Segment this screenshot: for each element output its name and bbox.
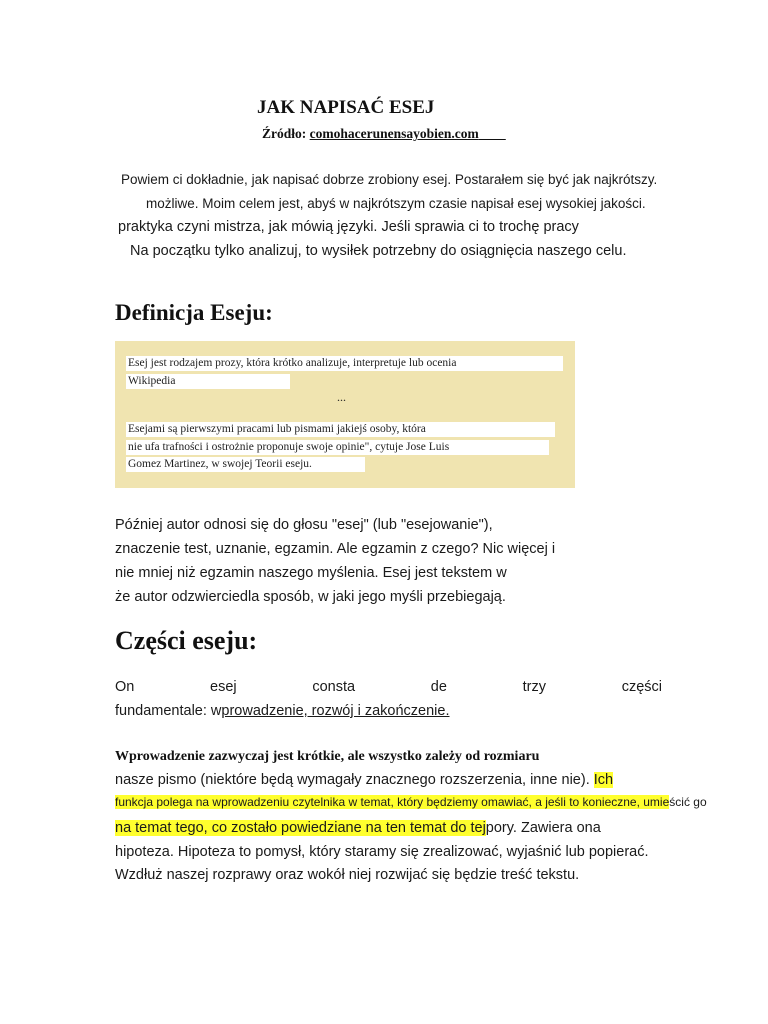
body-line: nie mniej niż egzamin naszego myślenia. Esej jest tekstem w [115,565,507,581]
word: części [621,679,662,695]
intro-line-1: Powiem ci dokładnie, jak napisać dobrze zrobiony esej. Postarałem się być jak najkrótszy. [121,172,658,187]
source-label: Źródło: [262,126,307,141]
word: esej [210,679,237,695]
word: consta [312,679,356,695]
definition-quote-box [115,341,575,488]
highlighted-text: na temat tego, co zostało powiedziane na ten temat do tej [115,820,486,836]
body-line-small: funkcja polega na wprowadzeniu czytelnika w temat, który będziemy omawiać, a jeśli to konieczne, umieścić go [115,795,707,809]
quote-line: nie ufa trafności i ostrożnie proponuje swoje opinie", cytuje Jose Luis [126,440,549,455]
source-line [262,126,506,142]
intro-line-4: Na początku tylko analizuj, to wysiłek potrzebny do osiągnięcia naszego celu. [130,243,627,259]
word: On [115,679,135,695]
intro-bold-line: Wprowadzenie zazwyczaj jest krótkie, ale wszystko zależy od rozmiaru [115,749,540,764]
body-line: znaczenie test, uznanie, egzamin. Ale egzamin z czego? Nic więcej i [115,541,556,557]
body-line: hipoteza. Hipoteza to pomysł, który staramy się zrealizować, wyjaśnić lub popierać. [115,844,649,860]
intro-line-2: możliwe. Moim celem jest, abyś w najkrótszym czasie napisał esej wysokiej jakości. [146,196,646,211]
parts-heading: Części eseju: [115,626,258,655]
parts-line-justified [115,679,662,695]
page-title: JAK NAPISAĆ ESEJ [257,97,435,118]
body-line: nasze pismo (niektóre będą wymagały znacznego rozszerzenia, inne nie). Ich [115,772,614,788]
quote-line: Esej jest rodzajem prozy, która krótko analizuje, interpretuje lub ocenia [126,356,563,371]
quote-line: Esejami są pierwszymi pracami lub pismami jakiejś osoby, która [126,422,555,437]
definition-heading: Definicja Eseju: [115,300,273,325]
parts-line-2: fundamentale: wprowadzenie, rozwój i zakończenie. [115,703,450,719]
word: trzy [522,679,546,695]
quote-ellipsis: ... [337,390,346,404]
source-link[interactable]: comohacerunensayobien.com [309,126,479,141]
body-line: Później autor odnosi się do głosu "esej" (lub "esejowanie"), [115,517,493,533]
intro-line-3: praktyka czyni mistrza, jak mówią języki. Jeśli sprawia ci to trochę pracy [118,219,579,235]
body-line: że autor odzwierciedla sposób, w jaki jego myśli przebiegają. [115,589,506,605]
quote-line[interactable]: Wikipedia [126,374,290,389]
highlighted-text: Ich [593,772,614,788]
highlighted-text: funkcja polega na wprowadzeniu czytelnika w temat, który będziemy omawiać, a jeśli to konieczne, umie [115,795,670,809]
quote-line: Gomez Martinez, w swojej Teorii eseju. [126,457,365,472]
word: de [430,679,447,695]
parts-list-underlined: prowadzenie, rozwój i zakończenie. [221,703,450,719]
body-line: Wzdłuż naszej rozprawy oraz wokół niej rozwijać się będzie treść tekstu. [115,867,580,883]
body-line: na temat tego, co zostało powiedziane na ten temat do tejpory. Zawiera ona [115,820,601,836]
